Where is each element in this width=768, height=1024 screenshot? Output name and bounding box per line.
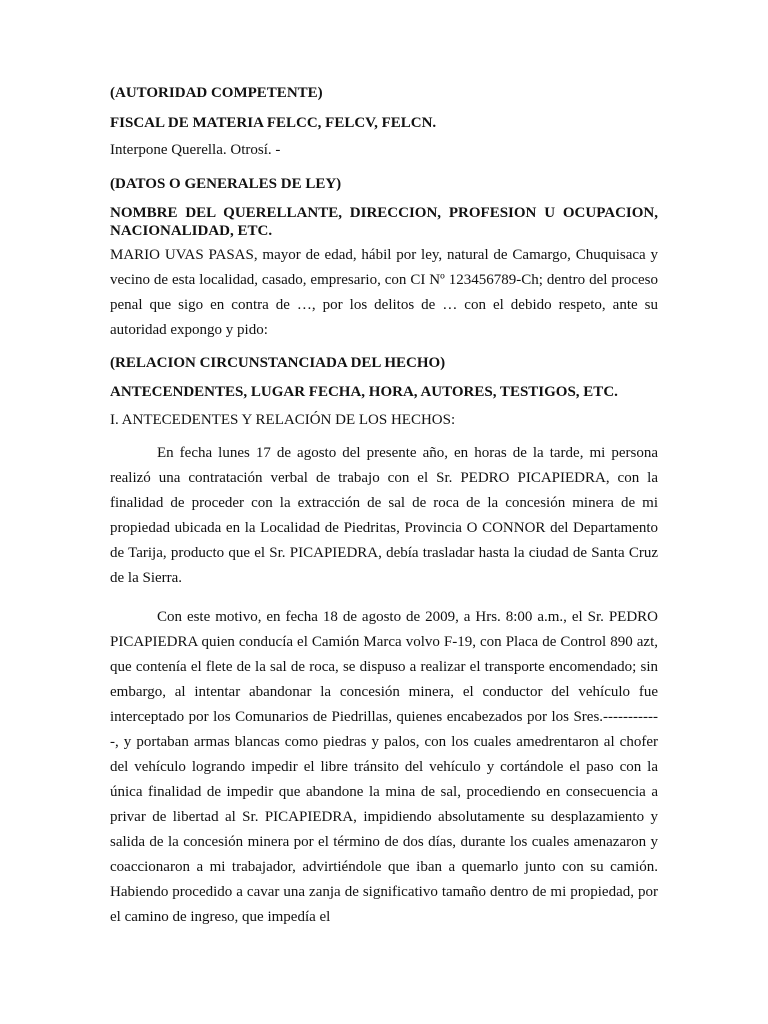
relacion-heading: (RELACION CIRCUNSTANCIADA DEL HECHO) [110, 355, 446, 371]
body-paragraph: Con este motivo, en fecha 18 de agosto de 2009, a Hrs. 8:00 a.m., el Sr. PEDRO PICAPIEDRA quien conducía el Camión Marca volvo F-19, con Placa de Control 890 azt, que contenía el flete de la sal de roca, se dispuso a realizar el transporte encomendado; sin embargo, al intentar abandonar la concesión minera, el conductor del vehículo fue interceptado por los Comunarios de Piedrillas, quienes encabezados por los Sres.------------, y portaban armas blancas como piedras y palos, con los cuales amedrentaron al chofer del vehículo logrando impedir el libre tránsito del vehículo y cortándole el paso con la única finalidad de impedir que abandone la mina de sal, procediendo en consecuencia a privar de libertad al Sr. PICAPIEDRA, impidiendo absolutamente su desplazamiento y salida de la concesión minera por el término de dos días, durante los cuales amenazaron y coaccionaron a mi trabajador, advirtiéndole que iban a quemarlo junto con su camión. Habiendo procedido a cavar una zanja de significativo tamaño dentro de mi propiedad, por el camino de ingreso, que impedía el [110, 609, 658, 925]
querellante-paragraph: MARIO UVAS PASAS, mayor de edad, hábil por ley, natural de Camargo, Chuquisaca y vecino de esta localidad, casado, empresario, con CI Nº 123456789-Ch; dentro del proceso penal que sigo en contra de …, por los delitos de … con el debido respeto, ante su autoridad expongo y pido: [110, 247, 658, 338]
body-paragraph: En fecha lunes 17 de agosto del presente año, en horas de la tarde, mi persona realizó una contratación verbal de trabajo con el Sr. PEDRO PICAPIEDRA, con la finalidad de proceder con la extracción de sal de roca de la concesión minera de mi propiedad ubicada en la Localidad de Piedritas, Provincia O CONNOR del Departamento de Tarija, producto que el Sr. PICAPIEDRA, debía trasladar hasta la ciudad de Santa Cruz de la Sierra. [110, 445, 658, 586]
fiscal-line: FISCAL DE MATERIA FELCC, FELCV, FELCN. [110, 115, 437, 131]
subject-line: Interpone Querella. Otrosí. - [110, 142, 281, 158]
authority-heading: (AUTORIDAD COMPETENTE) [110, 85, 323, 101]
datos-heading: (DATOS O GENERALES DE LEY) [110, 176, 342, 192]
antecedentes-heading: ANTECENDENTES, LUGAR FECHA, HORA, AUTORES, TESTIGOS, ETC. [110, 384, 618, 400]
section-title: I. ANTECEDENTES Y RELACIÓN DE LOS HECHOS: [110, 412, 456, 428]
querellante-heading: NOMBRE DEL QUERELLANTE, DIRECCION, PROFESION U OCUPACION, NACIONALIDAD, ETC. [110, 205, 658, 239]
